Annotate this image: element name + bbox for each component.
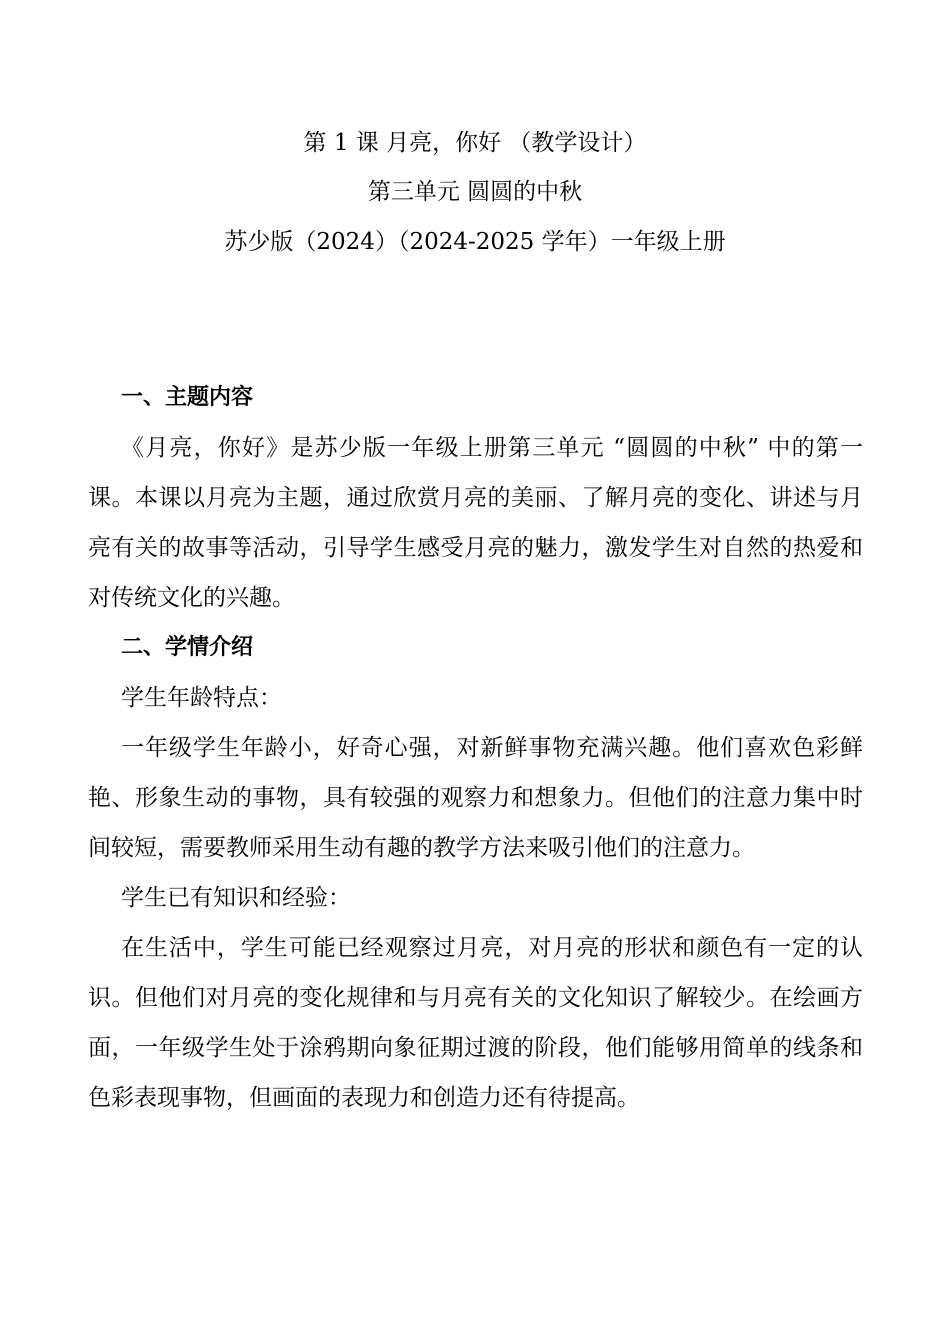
prior-knowledge-paragraph: 在生活中，学生可能已经观察过月亮，对月亮的形状和颜色有一定的认识。但他们对月亮的变化规律和与月亮有关的文化知识了解较少。在绘画方面，一年级学生处于涂鸦期向象征期过渡的阶段，他们能够用简单的线条和色彩表现事物，但画面的表现力和创造力还有待提高。: [88, 935, 863, 1111]
theme-paragraph: 《月亮，你好》是苏少版一年级上册第三单元 “圆圆的中秋” 中的第一课。本课以月亮为主题，通过欣赏月亮的美丽、了解月亮的变化、讲述与月亮有关的故事等活动，引导学生感受月亮的魅力，激发学生对自然的热爱和对传统文化的兴趣。: [88, 435, 863, 611]
subheading-age-traits: 学生年龄特点：: [121, 685, 282, 711]
section-heading-theme: 一、主题内容: [121, 385, 254, 410]
document-body: [88, 373, 863, 1123]
age-traits-paragraph: 一年级学生年龄小，好奇心强，对新鲜事物充满兴趣。他们喜欢色彩鲜艳、形象生动的事物，具有较强的观察力和想象力。但他们的注意力集中时间较短，需要教师采用生动有趣的教学方法来吸引他们的注意力。: [88, 735, 863, 861]
unit-title: 第三单元 圆圆的中秋: [367, 179, 583, 205]
lesson-title: 第 1 课 月亮，你好 （教学设计）: [303, 130, 647, 156]
subheading-prior-knowledge: 学生已有知识和经验：: [121, 885, 351, 911]
edition-title: 苏少版（2024）（2024-2025 学年）一年级上册: [224, 229, 726, 255]
section-heading-learners: 二、学情介绍: [121, 635, 254, 660]
